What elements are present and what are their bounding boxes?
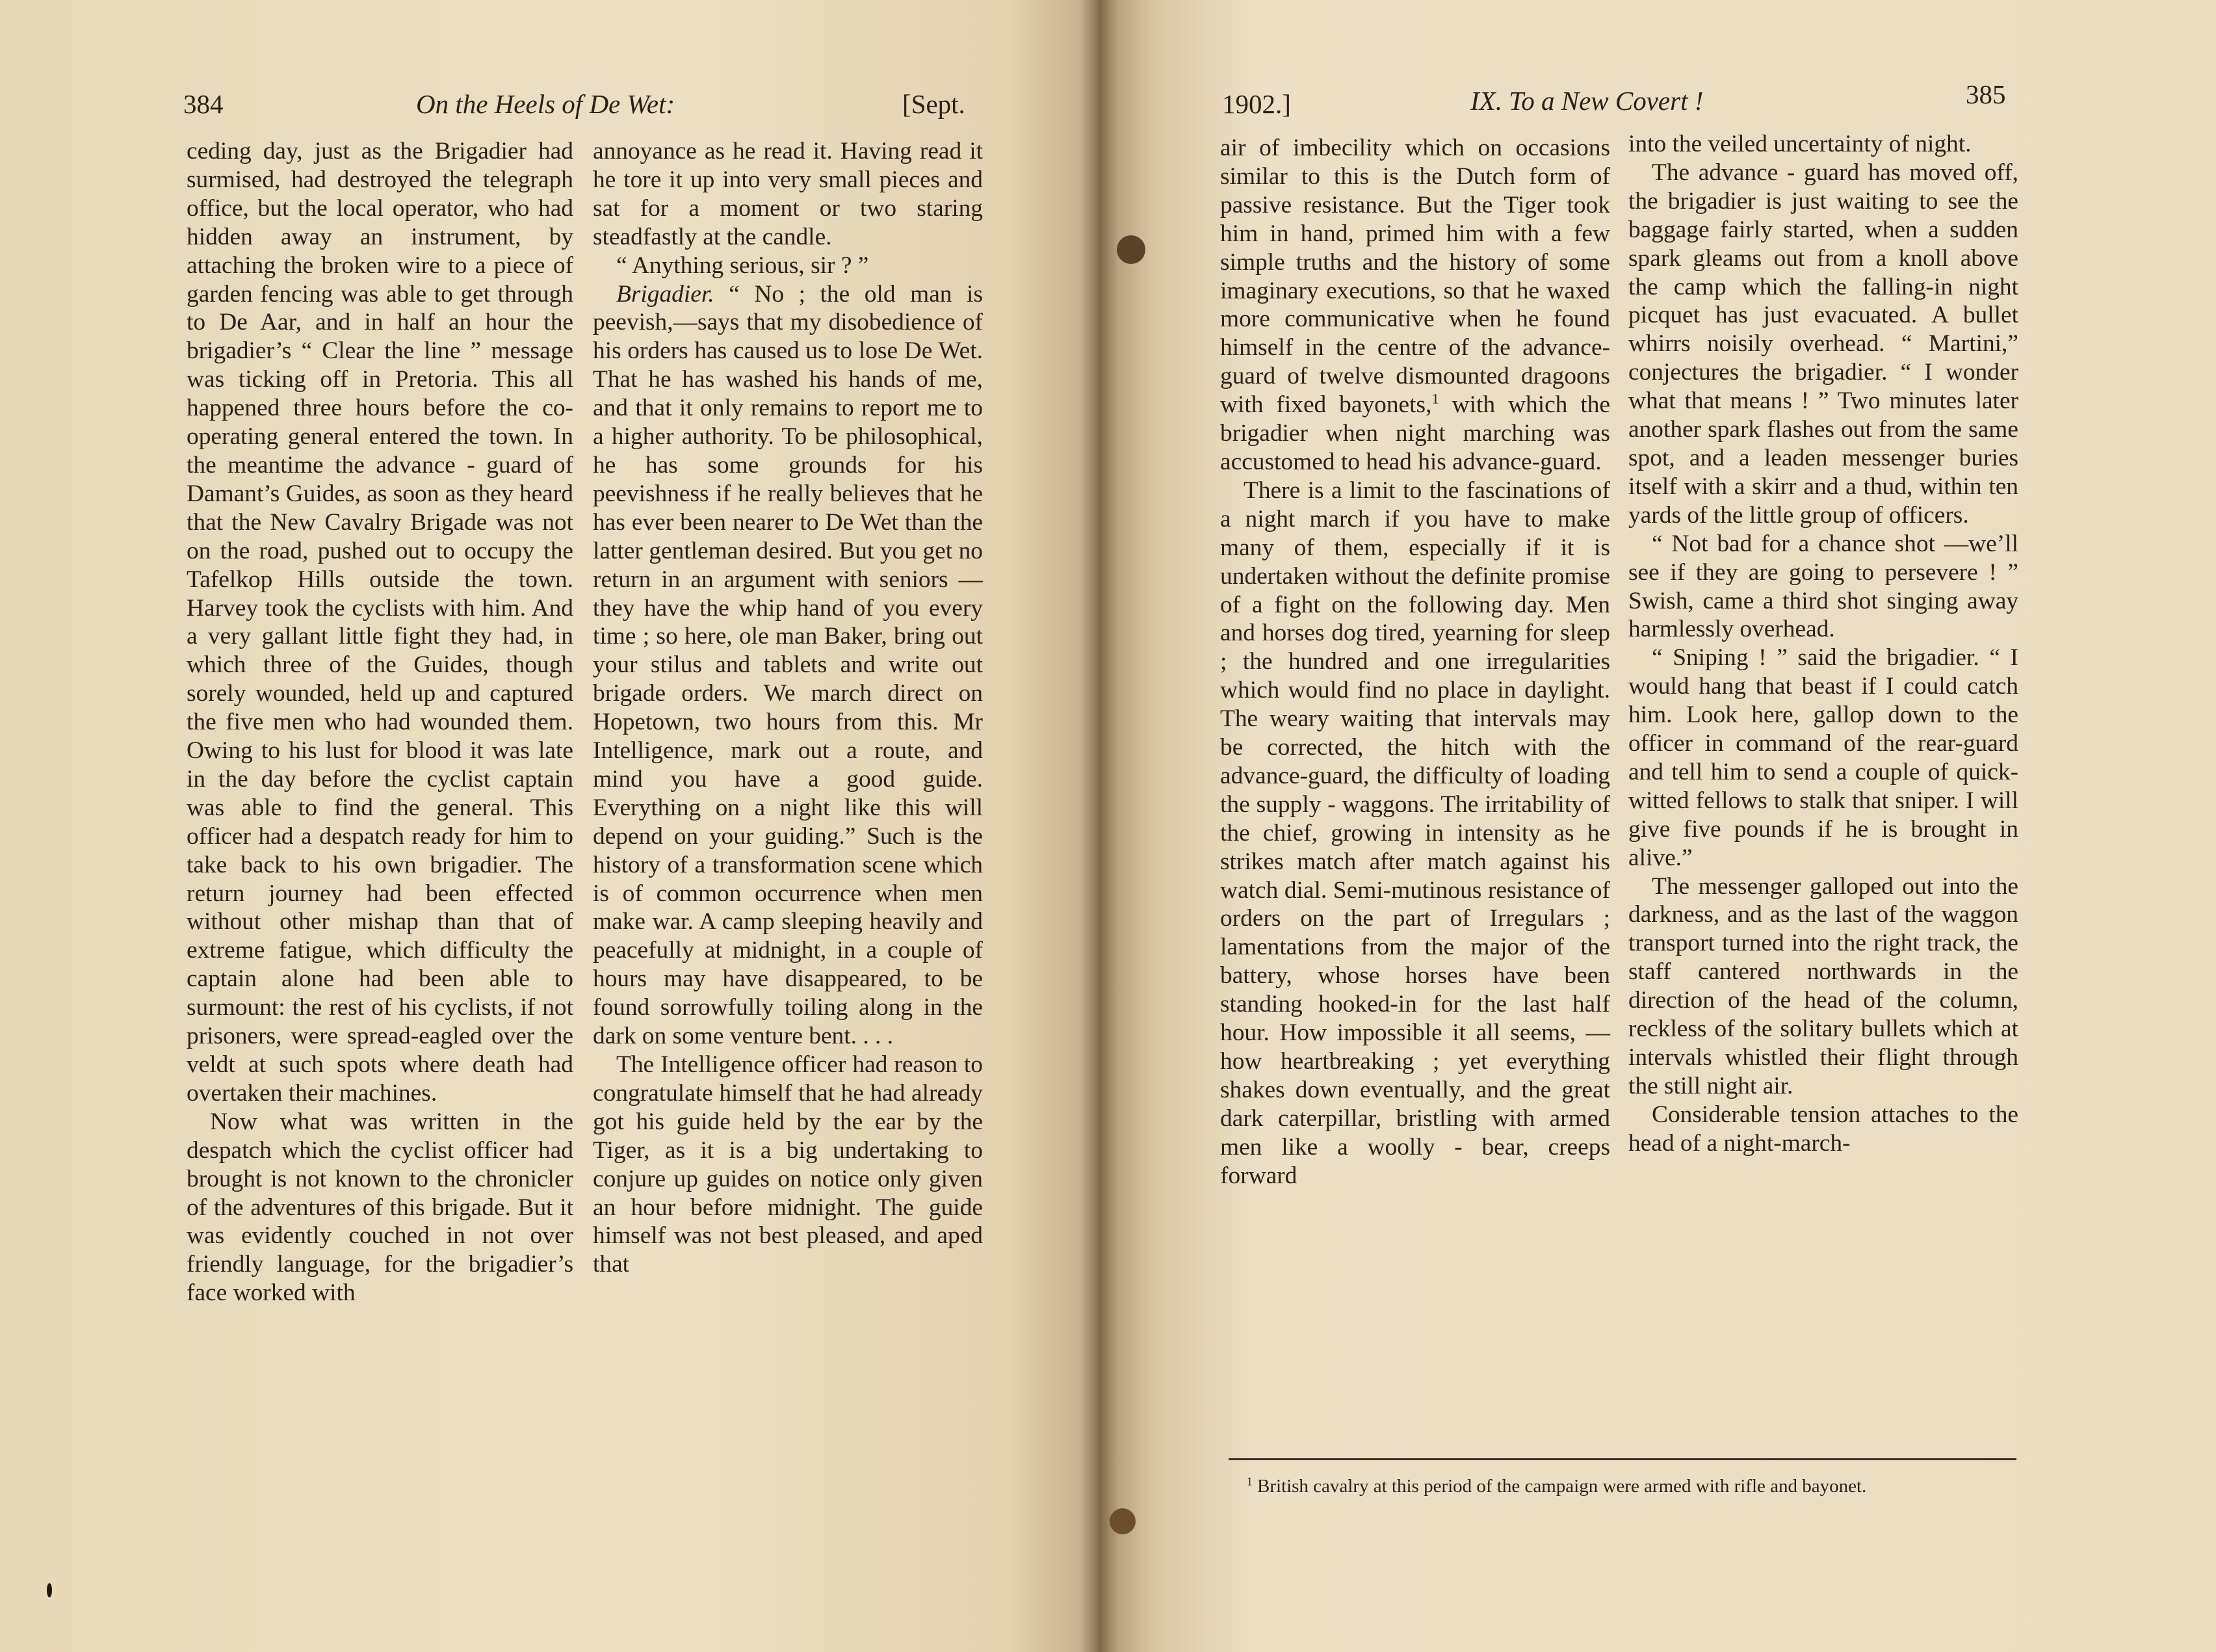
left-page: [0, 0, 1099, 1652]
right-column-1: [1220, 134, 1610, 1190]
paragraph: Considerable tension attaches to the head of a night-march-: [1628, 1101, 2018, 1157]
left-page-header: [0, 81, 1099, 127]
paragraph: ceding day, just as the Brigadier had surmised, had destroyed the telegraph office, but the local operator, who had hidden away an instrument, by attaching the broken wire to a piece of garden fencing was able to get through to De Aar, and in half an hour the brigadier’s “ Clear the line ” message was ticking off in Pretoria. This all happened three hours before the co-operating general entered the town. In the meantime the advance - guard of Damant’s Guides, as soon as they heard that the New Cavalry Brigade was not on the road, pushed out to occupy the Tafelkop Hills outside the town. Harvey took the cyclists with him. And a very gallant little fight they had, in which three of the Guides, though sorely wounded, held up and captured the five men who had wounded them. Owing to his lust for blood it was late in the day before the cyclist captain was able to find the general. This officer had a despatch ready for him to take back to his own brigadier. The return journey had been effected without other mishap than that of extreme fatigue, which difficulty the captain alone had been able to surmount: the rest of his cyclists, if not prisoners, were spread-eagled over the veldt at such spots where death had overtaken their machines.: [187, 138, 573, 1107]
paragraph: [593, 280, 983, 1051]
header-month: [Sept.: [902, 89, 965, 119]
footnote: [1226, 1475, 2016, 1498]
footnote-body: British cavalry at this period of the campaign were armed with rifle and bayonet.: [1252, 1476, 1867, 1497]
paragraph: “ Anything serious, sir ? ”: [616, 252, 869, 279]
footnote-mark: 1: [1247, 1475, 1253, 1488]
paragraph: into the veiled uncertainty of night.: [1628, 131, 1972, 157]
paragraph: Now what was written in the despatch which the cyclist officer had brought is not known to the chronicler of the adventures of this brigade. But it was evidently couched in not over friendly language, for the brigadier’s face worked with: [187, 1108, 573, 1307]
paragraph-text: “ No ; the old man is peevish,—says that my disobedience of his orders has caused us to lose De Wet. That he has washed his hands of me, and that it only remains to report me to a higher authority. To be philosophical, he has some grounds for his peevishness if he really believes that he has ever been nearer to De Wet than the latter gentleman desired. But you get no return in an argument with seniors — they have the whip hand of you every time ; so here, ole man Baker, bring out your stilus and tablets and write out brigade orders. We march direct on Hopetown, two hours from this. Mr Intelligence, mark out a route, and mind you have a good guide. Everything on a night like this will depend on your guiding.” Such is the history of a transformation scene which is of common occurrence when men make war. A camp sleeping heavily and peacefully at midnight, in a couple of hours may have disappeared, to be found sorrowfully toiling along in the dark on some venture bent. . . .: [593, 280, 983, 1050]
header-year: 1902.]: [1222, 89, 1291, 119]
page-number-left: 384: [183, 89, 224, 119]
stain-mark: [1110, 1508, 1136, 1534]
paragraph: “ Not bad for a chance shot —we’ll see if they are going to persevere ! ” Swish, came a third shot singing away harmlessly overhead.: [1628, 530, 2018, 643]
footnote-rule: [1229, 1458, 2016, 1460]
right-column-2: [1628, 130, 2018, 1158]
right-page-header: [1099, 75, 2216, 120]
paragraph: “ Sniping ! ” said the brigadier. “ I would hang that beast if I could catch him. Look here, gallop down to the officer in command of the rear-guard and tell him to send a couple of quick-witted fellows to stalk that sniper. I will give five pounds if he is brought in alive.”: [1628, 644, 2018, 871]
paragraph: The Intelligence officer had reason to congratulate himself that he had already got his guide held by the ear by the Tiger, as it is a big undertaking to conjure up guides on notice only given an hour before midnight. The guide himself was not best pleased, and aped that: [593, 1051, 983, 1278]
book-gutter: [1079, 0, 1118, 1652]
paragraph: annoyance as he read it. Having read it he tore it up into very small pieces and sat for a moment or two staring steadfastly at the candle.: [593, 138, 983, 250]
paragraph: [1220, 134, 1610, 477]
footnote-text: [1226, 1475, 2016, 1498]
paragraph: The advance - guard has moved off, the brigadier is just waiting to see the baggage fairly started, when a sudden spark gleams out from a knoll above the camp which the falling-in night picquet has just evacuated. A bullet whirrs noisily overhead. “ Martini,” conjectures the brigadier. “ I wonder what that means ! ” Two minutes later another spark flashes out from the same spot, and a leaden messenger buries itself with a skirr and a thud, within ten yards of the little group of officers.: [1628, 159, 2018, 529]
paragraph-text: air of imbecility which on occasions similar to this is the Dutch form of passive resistance. But the Tiger took him in hand, primed him with a few simple truths and the history of some imaginary executions, so that he waxed more communicative when he found himself in the centre of the advance-guard of twelve dismounted dragoons with fixed bayonets,: [1220, 135, 1610, 419]
footnote-reference: 1: [1431, 390, 1439, 407]
running-title-right: IX. To a New Covert !: [1470, 86, 1704, 116]
running-title-left: On the Heels of De Wet:: [416, 89, 675, 119]
page-number-right: 385: [1966, 79, 2006, 109]
stain-mark: [47, 1583, 52, 1597]
left-column-1: [187, 137, 573, 1307]
stain-mark: [1117, 235, 1145, 264]
paragraph-text: with which the brigadier when night marching was accustomed to head his advance-guard.: [1220, 391, 1610, 475]
paragraph: The messenger galloped out into the darkness, and as the last of the waggon transport turned into the right track, the staff cantered northwards in the direction of the head of the column, reckless of the solitary bullets which at intervals whistled their flight through the still night air.: [1628, 872, 2018, 1099]
speaker-label: Brigadier.: [616, 280, 714, 308]
paragraph: There is a limit to the fascinations of a night march if you have to make many of them, especially if it is undertaken without the definite promise of a fight on the following day. Men and horses dog tired, yearning for sleep ; the hundred and one irregularities which would find no place in daylight. The weary waiting that intervals may be corrected, the hitch with the advance-guard, the difficulty of loading the supply - waggons. The irritability of the chief, growing in intensity as he strikes match after match against his watch dial. Semi-mutinous resistance of orders on the part of Irregulars ; lamentations from the major of the battery, whose horses have been standing hooked-in for the last half hour. How impossible it all seems, — how heartbreaking ; yet everything shakes down eventually, and the great dark caterpillar, bristling with armed men like a woolly - bear, creeps forward: [1220, 477, 1610, 1189]
left-column-2: [593, 137, 983, 1279]
right-page: [1099, 0, 2216, 1652]
